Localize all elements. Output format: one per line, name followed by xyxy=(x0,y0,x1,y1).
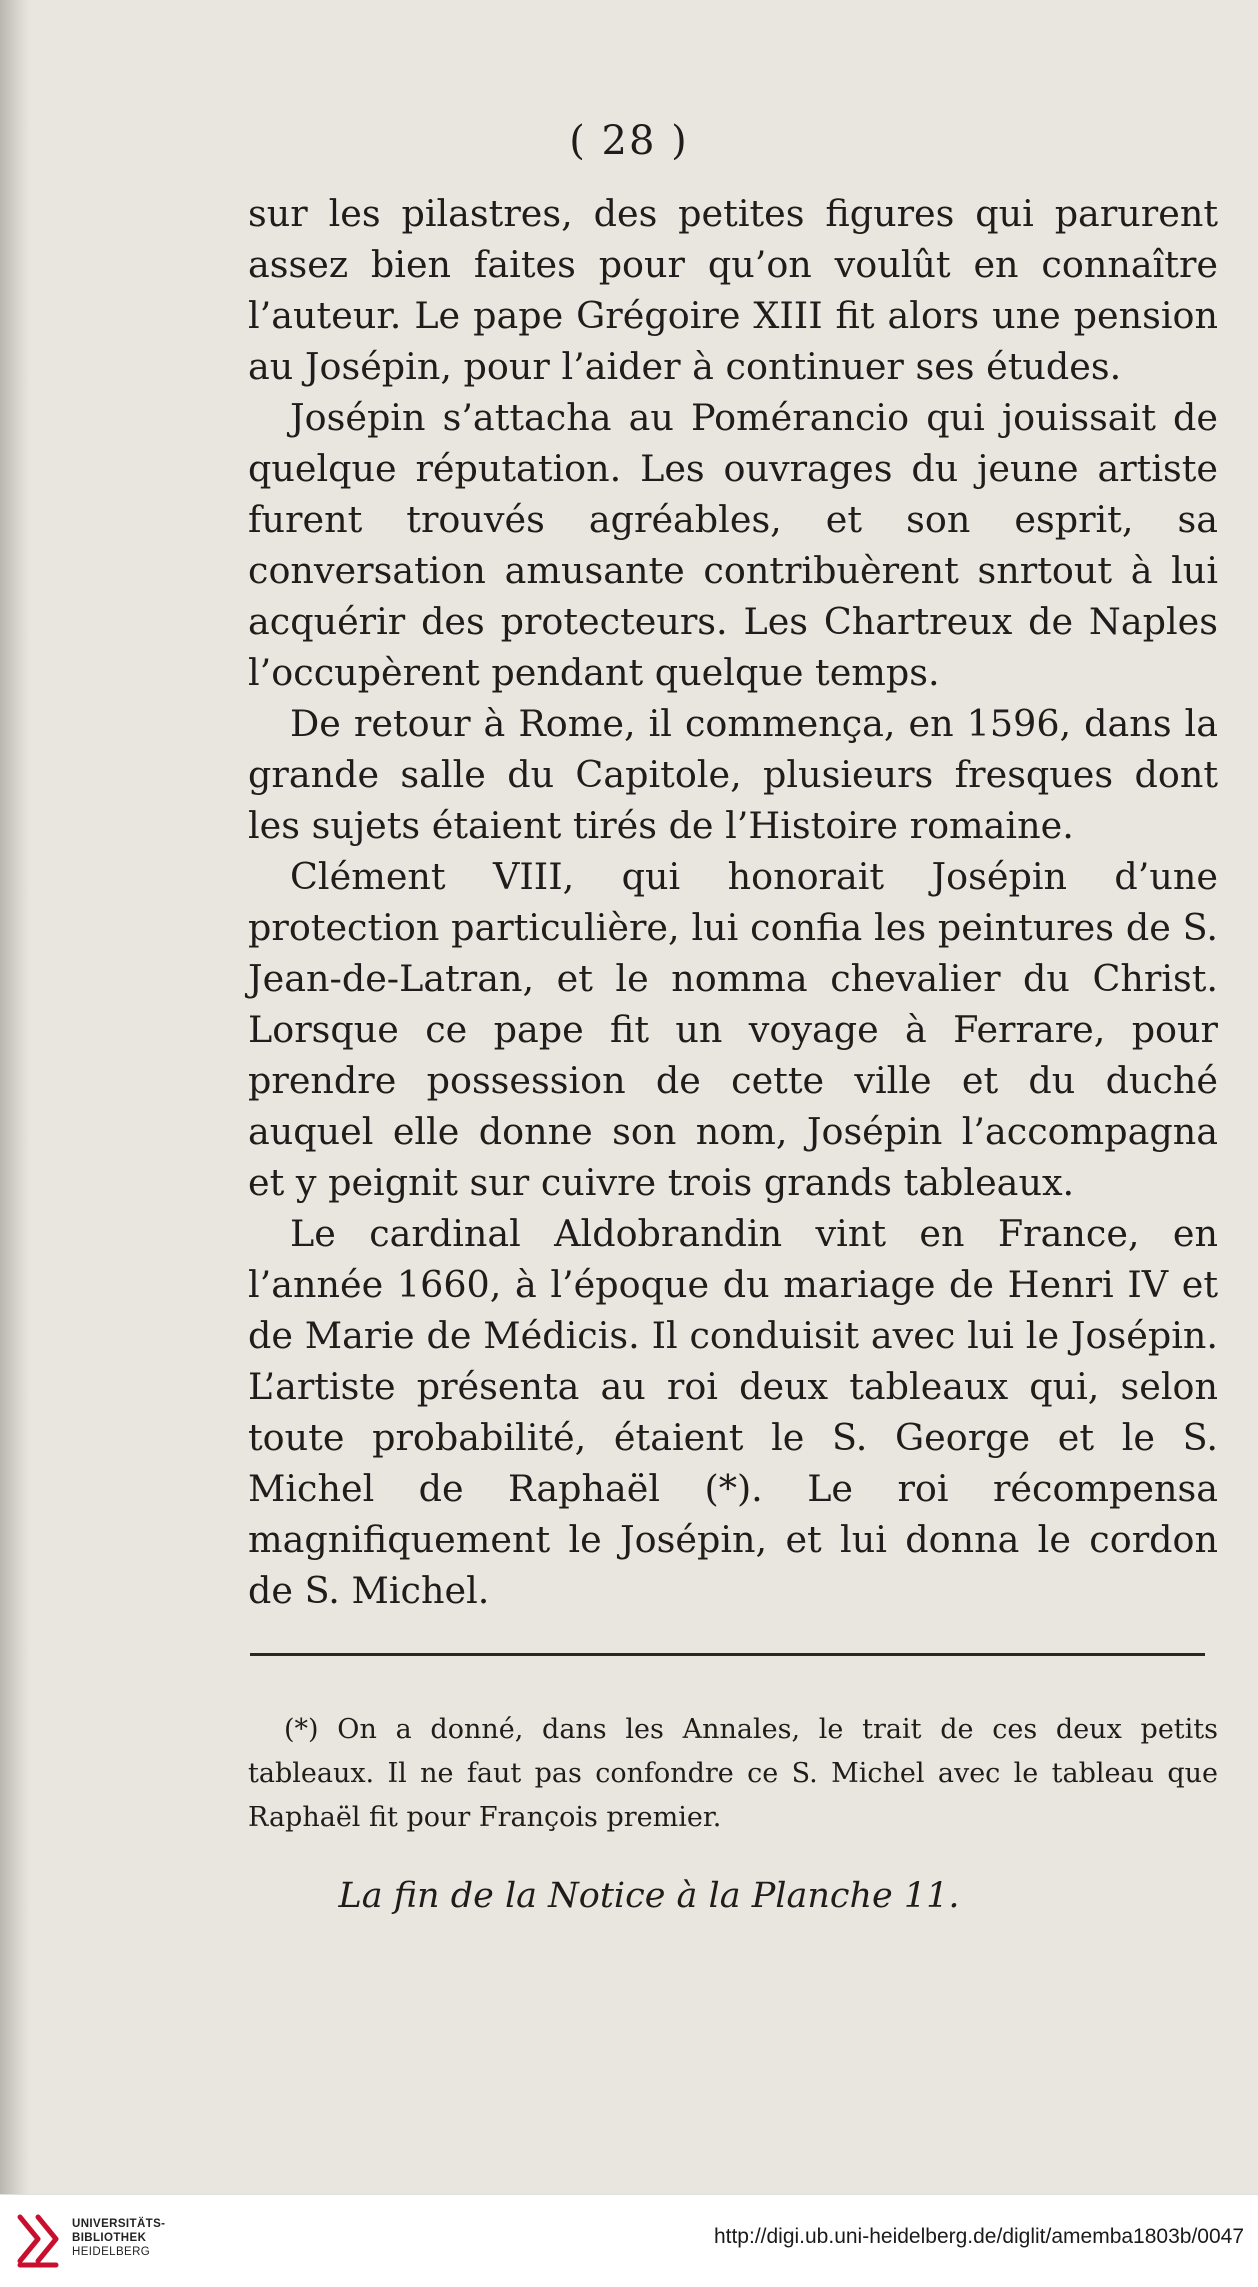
paragraph-1: sur les pilastres, des petites figures qui parurent assez bien faites pour qu’on voulût en connaître l’auteur. Le pape Grégoire XIII fit alors une pension au Josépin, pour l’aider à continuer ses études. xyxy=(248,192,1218,388)
page-number: ( 28 ) xyxy=(569,118,689,164)
library-name-line-1: UNIVERSITÄTS- xyxy=(72,2218,166,2230)
footnote-rule xyxy=(250,1653,1205,1656)
library-name-line-2: BIBLIOTHEK xyxy=(72,2232,147,2244)
library-name xyxy=(72,2217,165,2259)
footnote-text: (*) On a donné, dans les Annales, le trait de ces deux petits tableaux. Il ne faut pas confondre ce S. Michel avec le tableau que Raphaël fit pour François premier. xyxy=(248,1714,1218,1833)
footnote xyxy=(248,1708,1218,1840)
viewer-footer xyxy=(0,2194,1258,2287)
continuation-note: La fin de la Notice à la Planche 11. xyxy=(338,1876,960,1916)
paragraph-2: Josépin s’attacha au Pomérancio qui jouissait de quelque réputation. Les ouvrages du jeune artiste furent trouvés agréables, et son esprit, sa conversation amusante contribuèrent snrtout à lui acquérir des protecteurs. Les Chartreux de Naples l’occupèrent pendant quelque temps. xyxy=(248,396,1218,694)
ub-heidelberg-logo-icon xyxy=(12,2209,64,2273)
paragraph-3: De retour à Rome, il commença, en 1596, dans la grande salle du Capitole, plusieurs fresques dont les sujets étaient tirés de l’Histoire romaine. xyxy=(248,702,1218,847)
paragraph-4: Clément VIII, qui honorait Josépin d’une protection particulière, lui confia les peintures de S. Jean-de-Latran, et le nomma chevalier du Christ. Lorsque ce pape fit un voyage à Ferrare, pour prendre possession de cette ville et du duché auquel elle donne son nom, Josépin l’accompagna et y peignit sur cuivre trois grands tableaux. xyxy=(248,855,1218,1204)
library-name-line-3: HEIDELBERG xyxy=(72,2246,151,2258)
source-url-link[interactable]: http://digi.ub.uni-heidelberg.de/diglit/amemba1803b/0047 xyxy=(713,2225,1244,2248)
body-text xyxy=(248,188,1218,1616)
paragraph-5: Le cardinal Aldobrandin vint en France, en l’année 1660, à l’époque du mariage de Henri IV et de Marie de Médicis. Il conduisit avec lui le Josépin. L’artiste présenta au roi deux tableaux qui, selon toute probabilité, étaient le S. George et le S. Michel de Raphaël (*). Le roi récompensa magnifiquement le Josépin, et lui donna le cordon de S. Michel. xyxy=(248,1212,1218,1612)
